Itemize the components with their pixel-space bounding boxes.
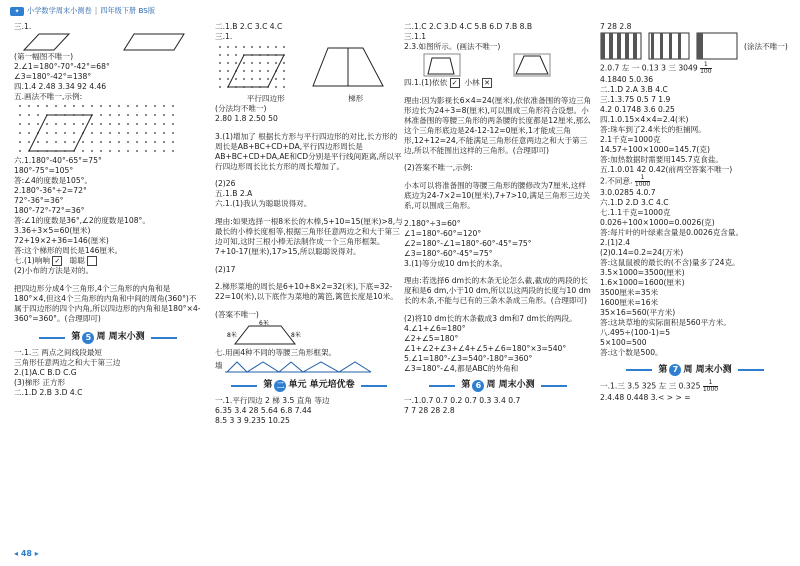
grid-dot xyxy=(109,105,111,107)
answer-line: 三.1. xyxy=(215,32,233,42)
grid-dot xyxy=(100,123,102,125)
week-prefix: 第 xyxy=(71,331,81,342)
fraction: $\frac{1}{1000}$ xyxy=(634,174,651,189)
shading-note: (涂法不唯一) xyxy=(744,42,788,51)
answer-line: (2)小布的方法是对的。 xyxy=(14,266,94,276)
grid-dot xyxy=(64,105,66,107)
answer-line: 2.4.48 0.448 3.< > > = xyxy=(600,393,691,403)
grid-dot xyxy=(91,132,93,134)
column-1 xyxy=(14,22,202,546)
answer-line: 72°-36°=36° xyxy=(14,196,64,206)
answer-line: 4.2 0.1748 3.6 0.25 xyxy=(600,105,675,115)
grid-dot xyxy=(37,141,39,143)
grid-dot xyxy=(118,123,120,125)
grid-dot xyxy=(82,141,84,143)
heading-bar xyxy=(39,337,65,339)
answer-line: 6.35 3.4 28 5.64 6.8 7.44 xyxy=(215,405,312,415)
answer-line: 5×100=500 xyxy=(600,338,647,348)
grid-dot xyxy=(163,123,165,125)
wall-label: 墙 xyxy=(215,360,223,370)
grid-dot xyxy=(19,114,21,116)
grid-dot xyxy=(82,105,84,107)
trap-right-label: 8米 xyxy=(291,331,301,339)
week-number: 5 xyxy=(82,332,94,344)
answer-line: 2.180°÷3=60° xyxy=(404,218,461,228)
answer-line: 2.(1)A.C B.D C.G xyxy=(14,367,77,377)
grid-dot xyxy=(275,78,277,80)
grid-dot xyxy=(28,105,30,107)
answer-paragraph: 2.梯形菜地的周长是6+10+8×2=32(米),下底=32-22=10(米),以下底作为菜地的篱笆,篱笆长度是10米。 xyxy=(215,282,398,302)
grid-dot xyxy=(55,141,57,143)
answer-line: 2.(1)2.4 xyxy=(600,238,631,248)
answer-line: 一.1.平行四边 2 梯 3.5 直角 等边 xyxy=(215,395,330,405)
answer-line: 五.画法不唯一,示例: xyxy=(14,92,83,102)
grid-dot xyxy=(109,150,111,152)
grid-dot xyxy=(267,62,269,64)
grid-dot xyxy=(64,132,66,134)
answer-line: 二.1.D 2.B 3.D 4.C xyxy=(14,387,83,397)
grid-dot xyxy=(109,114,111,116)
answer-line: 四.1.0.15×4×4=2.4(米) xyxy=(600,115,689,125)
grid-dot xyxy=(172,150,174,152)
grid-dot xyxy=(283,46,285,48)
trapezoid-split-figure xyxy=(303,42,393,94)
grid-dot xyxy=(172,141,174,143)
grid-dot xyxy=(19,123,21,125)
fraction: $\frac{1}{100}$ xyxy=(700,61,712,76)
grid-dot xyxy=(172,132,174,134)
answer-line: (2)答案不唯一,示例: xyxy=(404,163,473,173)
answer-line: ∠3=180°-42°=138° xyxy=(14,72,92,82)
grid-dot xyxy=(259,70,261,72)
grid-dot xyxy=(283,78,285,80)
grid-dot xyxy=(235,46,237,48)
answer-line: 2.3.如图所示。(画法不唯一) xyxy=(404,42,501,52)
grid-dot xyxy=(275,86,277,88)
grid-dot xyxy=(127,141,129,143)
grid-dot xyxy=(267,70,269,72)
garden-trapezoid xyxy=(215,320,315,348)
answer-line: 答:珠车到了2.4米长的拒捕网。 xyxy=(600,125,706,135)
grid-dot xyxy=(172,105,174,107)
answer-line: 180°-72°-72°=36° xyxy=(14,206,85,216)
grid-dot xyxy=(136,141,138,143)
answer-line xyxy=(600,62,790,75)
heading-bar xyxy=(626,369,652,371)
answer-line: 三角形任意两边之和大于第三边 xyxy=(14,357,121,367)
grid-dot xyxy=(219,86,221,88)
unit-number: 二 xyxy=(276,380,285,390)
grid-dot xyxy=(163,114,165,116)
answer-paragraph: 3.(1)增加了 根据长方形与平行四边形的对比,长方形的周长是AB+BC+CD+DA,平行四边形周长是AB+BC+CD+DA,AE和CD分别是平行线间距离,所以平行四边形周长比长方形的周长增加了。 xyxy=(215,131,402,171)
grid-dot xyxy=(136,114,138,116)
grid-dot xyxy=(163,141,165,143)
grid-dot xyxy=(100,105,102,107)
heading-bar xyxy=(429,385,455,387)
empty-box-icon xyxy=(87,256,97,266)
answer-line: 8.5 3 3 9.235 10.25 xyxy=(215,415,290,425)
shaded-grid-1 xyxy=(600,32,644,62)
grid-dot xyxy=(251,46,253,48)
answer-line: 72+19×2+36=146(厘米) xyxy=(14,236,109,246)
caption-trapezoid: 梯形 xyxy=(348,94,364,104)
grid-dot xyxy=(235,54,237,56)
grid-dot xyxy=(227,54,229,56)
answer-line xyxy=(404,78,592,88)
grid-dot xyxy=(19,150,21,152)
column-2 xyxy=(215,22,403,546)
grid-dot xyxy=(283,86,285,88)
answer-line: 1.6×1000=1600(厘米) xyxy=(600,278,685,288)
grid-dot xyxy=(64,141,66,143)
answer-line: 0.026÷100×1000=0.0026(克) xyxy=(600,218,715,228)
grid-dot xyxy=(46,123,48,125)
grid-dot xyxy=(19,105,21,107)
grid-dot xyxy=(172,123,174,125)
grid-dot xyxy=(82,150,84,152)
triangle-frames xyxy=(223,358,373,374)
answer-line: 七.用画4种不同的等腰三角形框架。 xyxy=(215,347,337,357)
answer-line: 7 28 2.8 xyxy=(600,22,632,31)
grid-dot xyxy=(64,123,66,125)
figure-captions xyxy=(215,94,395,104)
answer-line: 180°-75°=105° xyxy=(14,166,74,176)
grid-dot xyxy=(91,123,93,125)
week-7-heading xyxy=(600,364,790,376)
grid-dot xyxy=(55,132,57,134)
trap-left-label: 8米 xyxy=(227,331,237,339)
answer-line: 答:这鼠鼠被的最长的(不含)量多了24克。 xyxy=(600,258,740,268)
grid-dot xyxy=(251,78,253,80)
week-prefix: 第 xyxy=(461,380,471,391)
week-5-heading xyxy=(14,332,202,344)
series-title: 小学数学周末小测卷 xyxy=(27,6,92,16)
grid-dot xyxy=(118,141,120,143)
answer-paragraph: 小本可以将准备围的等腰三角形的腰修改为7厘米,这样底边为24-7×2=10(厘米),7+7>10,满足三角形三边关系,可以围成三角形。 xyxy=(404,180,590,210)
answer-line: 3.(1)等分成10 dm长的木条。 xyxy=(404,258,508,268)
answer-line: ∠2+∠5=180° xyxy=(404,333,459,343)
answer-line: 三.1.1 xyxy=(404,32,427,42)
grid-dot xyxy=(219,54,221,56)
option-xiangxiang: 七.(1)响响 xyxy=(14,256,50,266)
grid-dot xyxy=(259,78,261,80)
answer-line: (2)26 xyxy=(215,179,236,189)
answer-line: ∠2=180°-∠1=180°-60°-45°=75° xyxy=(404,238,532,248)
answer-line: 2.80 1.8 2.50 50 xyxy=(215,114,278,124)
answer-line: 二.1.C 2.C 3.D 4.C 5.B 6.D 7.B 8.B xyxy=(404,22,533,31)
unit-title: 单元 单元培优卷 xyxy=(288,379,355,390)
grid-dot xyxy=(19,132,21,134)
week-title: 周 周末小测 xyxy=(486,380,535,391)
grid-dot xyxy=(28,132,30,134)
week-number: 6 xyxy=(472,380,484,392)
answer-paragraph: 理由:若选择6 dm长的木条无论怎么截,截成的两段的长度和是6 dm,小于10 dm,所以以这两段的长度与10 dm长的木条,不能与已有的三条木条成三角形。(合理即可) xyxy=(404,276,591,306)
answer-line: 答:加热数据时需要用145.7克食盐。 xyxy=(600,155,724,165)
week-title: 周 周末小测 xyxy=(683,364,732,375)
answer-line xyxy=(600,175,790,188)
grid-dot xyxy=(109,132,111,134)
answer-line: ∠3=180°-∠4,都是ABC的外角和 xyxy=(404,363,519,373)
answer-line: 7 7 28 28 2.8 xyxy=(404,406,455,416)
answer-line: 答:∠1的度数是36°,∠2的度数是108°。 xyxy=(14,216,150,226)
answer-line: 3.5×1000=3500(厘米) xyxy=(600,268,685,278)
answer-line: ∠1=180°-60°=120° xyxy=(404,228,482,238)
answer-paragraph: 理由:如果选择一根8米长的木棒,5+10=15(厘米)>8,与最长的小棒长度相等,根据三角形任意两边之和大于第三边可知,这时三根小棒无法制作成一个三角形框架。7+10-17(厘米),17>15,所以聪聪说得对。 xyxy=(215,216,403,257)
answer-paragraph: 把四边形分成4个三角形,4个三角形的内角和是180°×4,但这4个三角形的内角和中间的周角(360°)不属于四边形的四个内角,所以四边形的内角和是180°×4-360°=360°。(合理即可) xyxy=(14,283,201,323)
grid-dot xyxy=(118,150,120,152)
answer-line: 2.∠1=180°-70°-42°=68° xyxy=(14,62,110,72)
grid-dot xyxy=(91,141,93,143)
grid-dot xyxy=(275,62,277,64)
grid-dot xyxy=(163,132,165,134)
answer-line: 七.1.1千克=1000克 xyxy=(600,208,671,218)
answer-line: 五.1.B 2.A xyxy=(215,189,253,199)
grid-dot xyxy=(73,123,75,125)
answer-line: (2)17 xyxy=(215,264,236,274)
option-xiaolin: 小林 xyxy=(464,78,480,88)
grid-dot xyxy=(46,141,48,143)
grid-dot xyxy=(118,105,120,107)
fraction: $\frac{1}{1000}$ xyxy=(702,379,719,394)
answer-line: 六.1.(1)我认为聪聪说得对。 xyxy=(215,199,312,209)
grid-dot xyxy=(227,46,229,48)
answer-line: 答:这个数是500。 xyxy=(600,348,663,358)
answer-paragraph: 理由:因为影视长6×4=24(厘米),依依准备围的等边三角形边长为24÷3=8(厘米),可以围成三角形符合设想。小林准备围的等腰三角形的两条腰的长度都是12厘米,那么这个三角形底边是24-12-12=0厘米,1才能成三角形,12+12=24,不能满足三角形任意两边之和大于第三边,所以不能围出这样的三角形。(合理即可) xyxy=(404,95,592,155)
shaded-grid-3 xyxy=(696,32,740,62)
heading-bar xyxy=(541,385,567,387)
grid-dot xyxy=(91,105,93,107)
grid-dot xyxy=(82,123,84,125)
grid-dot xyxy=(109,141,111,143)
answer-text: 2.0.7 左 一 0.13 3 三 3049 xyxy=(600,63,698,73)
drawn-parallelogram xyxy=(29,115,92,151)
grid-dot xyxy=(219,62,221,64)
grid-dot xyxy=(46,105,48,107)
grid-dot xyxy=(100,132,102,134)
week-6-heading xyxy=(404,380,592,392)
answer-line: ∠3=180°-60°-45°=75° xyxy=(404,248,493,258)
unit-2-heading xyxy=(215,380,403,392)
grid-dot xyxy=(219,78,221,80)
grid-dot xyxy=(219,70,221,72)
grid-dot xyxy=(118,114,120,116)
grid-dot xyxy=(145,132,147,134)
column-3 xyxy=(404,22,592,546)
answer-line: 35×16=560(平方米) xyxy=(600,308,676,318)
grid-dot xyxy=(243,78,245,80)
grid-dot xyxy=(55,105,57,107)
grid-dot xyxy=(145,123,147,125)
grid-dot xyxy=(275,46,277,48)
grid-dot xyxy=(127,114,129,116)
option-yiyi: 四.1.(1)依依 xyxy=(404,78,448,88)
grid-dot xyxy=(28,123,30,125)
heading-bar xyxy=(361,385,387,387)
answer-line: (2)0.14=0.2=24(万米) xyxy=(600,248,684,258)
answer-line: 三.1. xyxy=(14,22,32,31)
answer-line: 六.1.D 2.D 3.C 4.C xyxy=(600,198,669,208)
answer-text: 2.不同意. xyxy=(600,176,633,186)
grid-dot xyxy=(243,70,245,72)
answer-line: 一.1.三 两点之间线段最短 xyxy=(14,347,103,357)
grid-dot xyxy=(100,141,102,143)
grid-dot xyxy=(73,141,75,143)
heading-bar xyxy=(738,369,764,371)
answer-line: 14.57÷100×1000=145.7(克) xyxy=(600,145,710,155)
answer-line: 3500厘米=35米 xyxy=(600,288,659,298)
answer-line: 3.36÷3×5=60(厘米) xyxy=(14,226,91,236)
cross-icon: ✕ xyxy=(482,78,492,88)
grid-dot xyxy=(227,62,229,64)
wall-figure xyxy=(215,358,403,374)
grid-dot xyxy=(283,62,285,64)
answer-line: 八.495÷(100-1)=5 xyxy=(600,328,671,338)
answer-line: 答:∠4的度数是105°。 xyxy=(14,176,93,186)
answer-line: 答:每片叶的叶绿素含量是0.0026克含量。 xyxy=(600,228,744,238)
column-4 xyxy=(600,22,790,546)
option-congcong: 聪聪 xyxy=(69,256,85,266)
check-icon: ✓ xyxy=(52,256,62,266)
grid-dot xyxy=(154,114,156,116)
answer-line: 3.0.0285 4.0.7 xyxy=(600,188,656,198)
answer-line: 二.1.D 2.A 3.B 4.C xyxy=(600,85,668,95)
grid-dot xyxy=(227,78,229,80)
dot-grid-parallelogram xyxy=(215,42,297,94)
answer-line: 六.1.180°-40°-65°=75° xyxy=(14,156,102,166)
grade-label: 四年级下册 BS版 xyxy=(100,6,156,16)
grid-dot xyxy=(145,150,147,152)
answer-line: 5.∠1=180°-∠3=540°-180°=360° xyxy=(404,353,533,363)
page-number: ◂ 48 ▸ xyxy=(14,549,39,559)
caption-parallelogram: 平行四边形 xyxy=(246,94,285,104)
grid-dot xyxy=(243,46,245,48)
answer-line: 4.1840 5.0.36 xyxy=(600,75,654,85)
grid-dot xyxy=(267,46,269,48)
answer-line: 答:这个梯形的周长是146厘米。 xyxy=(14,246,123,256)
answer-line: (分法均不唯一) xyxy=(215,104,267,114)
grid-dot xyxy=(136,123,138,125)
answer-line: 三.1.3.75 0.5 7 1.9 xyxy=(600,95,671,105)
grid-dot xyxy=(109,123,111,125)
answer-line xyxy=(14,256,202,266)
grid-dot xyxy=(37,105,39,107)
grid-dot xyxy=(251,70,253,72)
shading-figures xyxy=(600,32,790,62)
grid-dot xyxy=(154,141,156,143)
heading-bar xyxy=(151,337,177,339)
grid-dot xyxy=(127,105,129,107)
answer-line: (第一幅图不唯一) xyxy=(14,52,74,62)
grid-dot xyxy=(154,123,156,125)
grid-dot xyxy=(267,78,269,80)
grid-dot xyxy=(91,150,93,152)
grid-dot xyxy=(127,123,129,125)
unit-prefix: 第 xyxy=(263,379,273,390)
grid-dot xyxy=(145,114,147,116)
grid-dot xyxy=(28,141,30,143)
grid-dot xyxy=(136,105,138,107)
grid-dot xyxy=(37,123,39,125)
answer-line: ∠1+∠2+∠3+∠4+∠5+∠6=180°×3=540° xyxy=(404,343,567,353)
answer-line: 一.1.0.7 0.7 0.2 0.7 0.3 3.4 0.7 xyxy=(404,396,521,405)
grid-dot xyxy=(259,46,261,48)
grid-dot xyxy=(163,150,165,152)
shape-figures xyxy=(215,42,403,94)
check-icon: ✓ xyxy=(450,78,460,88)
grid-dot xyxy=(145,141,147,143)
answer-text: 一.1.三 3.5 325 左 三 0.325 xyxy=(600,381,701,391)
grid-dot xyxy=(55,123,57,125)
grid-dot xyxy=(118,132,120,134)
parallelogram-figures xyxy=(14,32,194,52)
dot-grid-figure xyxy=(14,102,194,156)
grid-dot xyxy=(243,62,245,64)
grid-dot xyxy=(100,150,102,152)
grid-dot xyxy=(251,62,253,64)
grid-dot xyxy=(227,70,229,72)
grid-dot xyxy=(127,132,129,134)
answer-line: (3)梯形 正方形 xyxy=(14,377,66,387)
grid-dot xyxy=(37,114,39,116)
grid-dot xyxy=(283,70,285,72)
week-prefix: 第 xyxy=(658,364,668,375)
heading-bar xyxy=(231,385,257,387)
grid-dot xyxy=(154,150,156,152)
answer-line: 1600厘米=16米 xyxy=(600,298,659,308)
grid-figures xyxy=(404,52,584,78)
answer-line: 2.180°-36°÷2=72° xyxy=(14,186,87,196)
week-title: 周 周末小测 xyxy=(96,331,145,342)
answer-line: 答:这块草地的实际面积是560平方米。 xyxy=(600,318,731,328)
grid-dot xyxy=(73,132,75,134)
grid-dot xyxy=(259,62,261,64)
answer-line: (2)将10 dm长的木条截成3 dm和7 dm长的两段。 xyxy=(404,313,577,323)
series-logo: ✦ xyxy=(10,7,24,16)
grid-dot xyxy=(172,114,174,116)
page-number-value: 48 xyxy=(20,549,32,559)
grid-dot xyxy=(28,114,30,116)
answer-line: 4.∠1+∠6=180° xyxy=(404,323,466,333)
answer-line: 二.1.B 2.C 3.C 4.C xyxy=(215,22,283,31)
trap-top-label: 6米 xyxy=(259,319,269,327)
answer-line: 四.1.4 2.48 3.34 92 4.46 xyxy=(14,82,107,92)
grid-dot xyxy=(73,105,75,107)
grid-dot xyxy=(235,78,237,80)
week-number: 7 xyxy=(669,364,681,376)
grid-dot xyxy=(136,132,138,134)
grid-dot xyxy=(219,46,221,48)
grid-dot xyxy=(136,150,138,152)
grid-dot xyxy=(46,132,48,134)
answer-line: 五.1.0.01 42 0.42(前两空答案不唯一) xyxy=(600,165,733,175)
grid-dot xyxy=(19,141,21,143)
grid-dot xyxy=(100,114,102,116)
drawn-parallelogram xyxy=(228,55,284,87)
shaded-grid-2 xyxy=(648,32,692,62)
answer-line: (答案不唯一) xyxy=(215,309,259,319)
answer-line xyxy=(600,380,790,393)
grid-dot xyxy=(154,105,156,107)
grid-dot xyxy=(154,132,156,134)
header-separator: | xyxy=(94,6,98,15)
grid-dot xyxy=(145,105,147,107)
grid-dot xyxy=(127,150,129,152)
grid-dot xyxy=(235,62,237,64)
grid-dot xyxy=(163,105,165,107)
answer-line: 2.1千克=1000克 xyxy=(600,135,661,145)
header xyxy=(10,6,155,16)
